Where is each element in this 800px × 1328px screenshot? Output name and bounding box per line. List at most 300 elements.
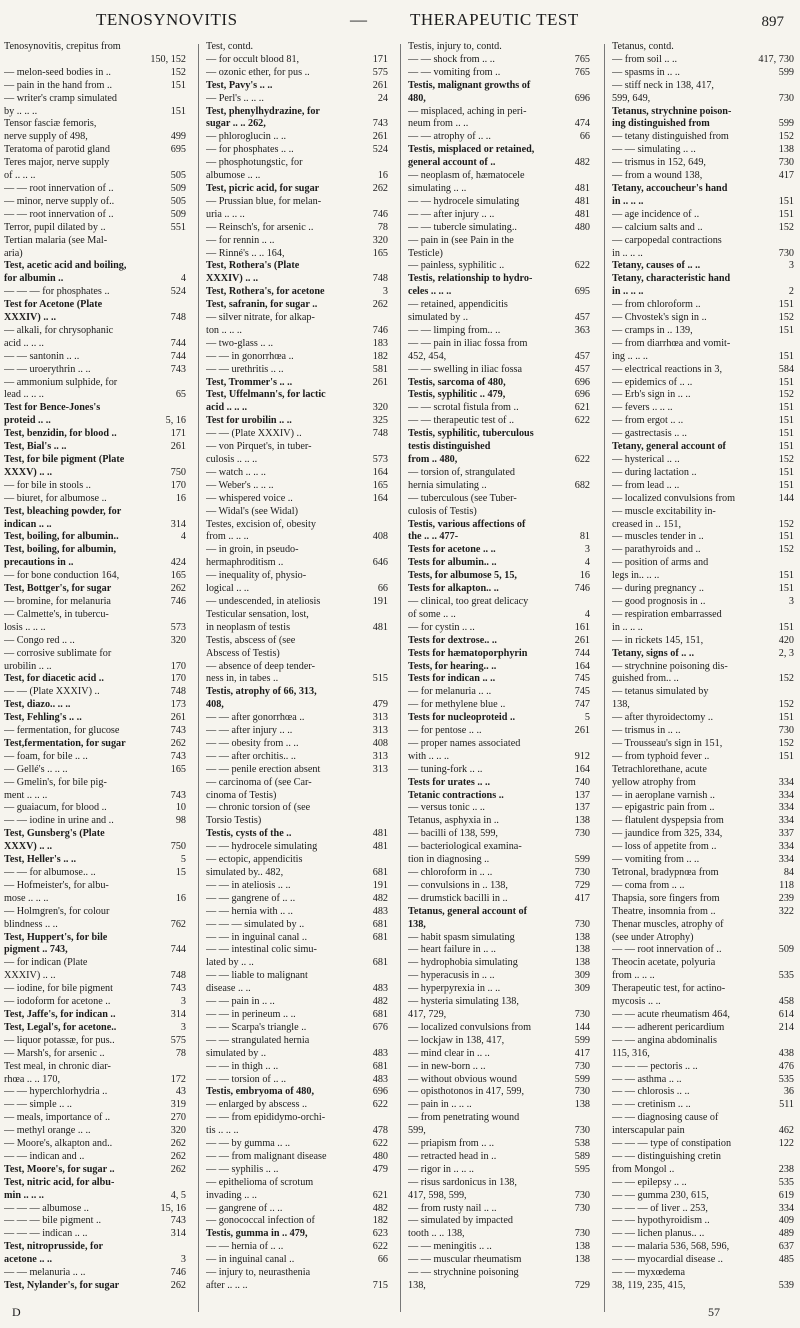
entry-page-ref: 730 — [574, 867, 590, 878]
entry-page-ref: 479 — [372, 1163, 388, 1175]
index-entry — [206, 661, 388, 674]
index-entry — [408, 648, 590, 661]
index-entry — [206, 183, 388, 196]
index-entry — [206, 802, 388, 815]
entry-text: acid .. .. .. — [4, 337, 44, 349]
index-entry — [612, 93, 794, 106]
index-entry — [4, 93, 186, 106]
entry-page-ref: 623 — [372, 1228, 388, 1240]
entry-page-ref: 261 — [372, 376, 388, 388]
entry-text: Tests, for albumose 5, 15, — [408, 570, 517, 582]
entry-text: albumose .. .. — [206, 170, 261, 182]
index-entry — [612, 519, 794, 532]
running-head-left: TENOSYNOVITIS — [96, 10, 238, 29]
index-entry — [4, 815, 186, 828]
entry-page-ref: 458 — [778, 996, 794, 1008]
entry-text: — — in inguinal canal .. — [206, 931, 308, 943]
entry-page-ref: 334 — [778, 841, 794, 853]
entry-page-ref: 320 — [372, 234, 388, 246]
entry-page-ref — [791, 235, 794, 248]
entry-page-ref: 696 — [574, 92, 590, 104]
index-entry — [206, 1228, 388, 1241]
entry-page-ref — [587, 170, 590, 183]
index-entry — [4, 570, 186, 583]
index-entry — [206, 118, 388, 131]
entry-page-ref: 151 — [778, 402, 794, 414]
index-entry — [4, 906, 186, 919]
entry-text: — tetany distinguished from — [612, 131, 729, 143]
index-entry — [206, 1138, 388, 1151]
entry-text: — — therapeutic test of .. — [408, 415, 515, 427]
entry-text: proteid .. .. — [4, 415, 51, 427]
entry-text: lated by .. .. — [206, 957, 254, 969]
entry-text: Tetany, general account of — [612, 441, 726, 453]
index-entry — [408, 841, 590, 854]
entry-page-ref: 479 — [372, 699, 388, 711]
entry-page-ref: 151 — [778, 415, 794, 427]
index-entry — [612, 1190, 794, 1203]
index-entry — [408, 686, 590, 699]
entry-page-ref: 676 — [372, 1021, 388, 1033]
index-entry — [612, 415, 794, 428]
entry-text: cinoma of Testis) — [206, 789, 277, 801]
entry-page-ref — [587, 596, 590, 609]
entry-page-ref: 509 — [170, 208, 186, 220]
entry-page-ref: 152 — [778, 699, 794, 711]
entry-page-ref: 730 — [574, 1189, 590, 1201]
index-entry — [612, 196, 794, 209]
entry-text: — Chvostek's sign in .. — [612, 312, 707, 324]
entry-text: — — myxœdema — [612, 1267, 685, 1279]
entry-text: — hysterical .. .. — [612, 454, 680, 465]
index-entry — [408, 596, 590, 609]
entry-text: celes .. .. .. — [408, 286, 452, 298]
index-entry — [408, 338, 590, 351]
entry-page-ref: 599 — [778, 66, 794, 78]
index-entry — [206, 454, 388, 467]
entry-text: — — atrophy of .. .. — [408, 131, 491, 143]
entry-page-ref: 3 — [180, 1254, 186, 1266]
entry-text: lead .. .. .. — [4, 389, 44, 401]
index-entry — [612, 286, 794, 299]
entry-text: Terror, pupil dilated by .. — [4, 221, 106, 233]
index-entry — [4, 506, 186, 519]
entry-text: — localized convulsions from — [612, 492, 736, 504]
index-entry — [408, 428, 590, 441]
index-entry — [4, 635, 186, 648]
index-entry — [408, 144, 590, 157]
index-entry — [4, 80, 186, 93]
entry-page-ref — [385, 1035, 388, 1048]
entry-page-ref — [587, 235, 590, 248]
entry-text: — — diagnosing cause of — [612, 1112, 719, 1124]
index-entry — [4, 673, 186, 686]
entry-text: — meals, importance of .. — [4, 1112, 111, 1124]
entry-text: hermaphroditism .. — [206, 557, 284, 569]
entry-page-ref: 138 — [778, 144, 794, 156]
entry-page-ref: 681 — [372, 957, 388, 969]
index-entry — [4, 1035, 186, 1048]
index-entry — [408, 906, 590, 919]
index-entry — [612, 583, 794, 596]
index-entry — [4, 970, 186, 983]
entry-text: Test, benzidin, for blood .. — [4, 428, 117, 440]
entry-text: Test, Pavy's .. .. — [206, 79, 273, 91]
entry-page-ref: 151 — [170, 105, 186, 117]
index-entry — [408, 157, 590, 170]
entry-page-ref: 152 — [778, 221, 794, 233]
index-entry — [4, 841, 186, 854]
entry-page-ref: 319 — [170, 1099, 186, 1111]
index-entry — [408, 893, 590, 906]
index-entry — [4, 106, 186, 119]
index-entry — [4, 118, 186, 131]
entry-text: — parathyroids and .. — [612, 544, 701, 556]
entry-text: Test, Nylander's, for sugar — [4, 1280, 120, 1291]
index-entry — [612, 1241, 794, 1254]
entry-page-ref: 191 — [372, 879, 388, 891]
entry-text: 480, — [408, 92, 426, 104]
entry-page-ref: 417 — [574, 1047, 590, 1059]
index-entry — [408, 661, 590, 674]
entry-page-ref: 462 — [778, 1125, 794, 1137]
entry-text: Test, safranin, for sugar .. — [206, 299, 318, 311]
entry-text: ton .. .. .. — [206, 324, 242, 336]
index-entry — [408, 635, 590, 648]
entry-text: — muscles tender in .. — [612, 531, 704, 543]
entry-page-ref: 730 — [574, 1086, 590, 1098]
entry-text: — phloroglucin .. .. — [206, 131, 287, 143]
entry-page-ref — [385, 635, 388, 648]
entry-text: — foam, for bile .. .. — [4, 750, 88, 762]
entry-text: — — angina abdominalis — [612, 1034, 717, 1046]
entry-text: — — swelling in iliac fossa — [408, 363, 523, 375]
entry-page-ref: 748 — [170, 970, 186, 982]
entry-page-ref — [587, 1215, 590, 1228]
entry-text: — ammonium sulphide, for — [4, 376, 118, 388]
entry-page-ref — [587, 506, 590, 519]
entry-page-ref — [791, 41, 794, 54]
index-entry — [206, 893, 388, 906]
index-entry — [612, 402, 794, 415]
index-entry — [4, 235, 186, 248]
entry-page-ref: 320 — [170, 634, 186, 646]
entry-text: — from soil .. .. — [612, 53, 678, 65]
index-entry — [612, 1125, 794, 1138]
entry-page-ref: 695 — [170, 144, 186, 156]
entry-page-ref: 138 — [574, 1099, 590, 1111]
entry-text: — — cretinism .. .. — [612, 1099, 691, 1111]
entry-page-ref: 320 — [372, 402, 388, 414]
index-entry — [612, 170, 794, 183]
entry-page-ref: 748 — [372, 273, 388, 285]
entry-text: — — after injury .. .. — [206, 725, 293, 737]
entry-page-ref: 151 — [778, 621, 794, 633]
entry-text: Tests for albumin.. .. — [408, 557, 497, 569]
entry-text: — — urethritis .. .. — [206, 363, 284, 375]
index-entry — [408, 1190, 590, 1203]
entry-text: min .. .. .. — [4, 1189, 44, 1201]
index-entry — [4, 377, 186, 390]
entry-page-ref: 24 — [377, 92, 388, 104]
entry-text: XXXV) .. .. — [4, 466, 53, 478]
entry-text: pigment .. 743, — [4, 944, 68, 956]
entry-text: — coma from .. .. — [612, 879, 685, 891]
entry-text: — simulated by impacted — [408, 1215, 513, 1227]
index-entry — [408, 106, 590, 119]
entry-text: — silver nitrate, for alkap- — [206, 312, 315, 324]
entry-text: — torsion of, strangulated — [408, 466, 515, 478]
entry-text: Theatre, insomnia from .. — [612, 905, 716, 917]
index-entry — [4, 1099, 186, 1112]
entry-text: — two-glass .. .. — [206, 337, 274, 349]
entry-text: — — gumma 230, 615, — [612, 1189, 709, 1201]
index-entry — [4, 996, 186, 1009]
index-entry — [612, 1035, 794, 1048]
entry-text: — trismus in 152, 649, — [612, 157, 706, 169]
entry-page-ref: 730 — [778, 247, 794, 259]
index-entry — [4, 209, 186, 222]
entry-page-ref — [183, 299, 186, 312]
index-entry — [408, 583, 590, 596]
index-entry — [206, 932, 388, 945]
entry-text: — hydrophobia simulating — [408, 957, 518, 969]
entry-text: Test, boiling, for albumin, — [4, 544, 117, 556]
index-entry — [408, 351, 590, 364]
entry-text: Test, Jaffe's, for indican .. — [4, 1008, 116, 1020]
entry-text: Tetany, signs of .. .. — [612, 647, 694, 659]
entry-text: — chloroform in .. .. — [408, 867, 493, 878]
entry-text: Tests for acetone .. .. — [408, 544, 496, 556]
entry-text: Test, nitroprusside, for — [4, 1241, 104, 1253]
index-entry — [408, 777, 590, 790]
index-entry — [4, 1254, 186, 1267]
entry-page-ref: 746 — [372, 324, 388, 336]
index-entry — [206, 1254, 388, 1267]
entry-page-ref: 309 — [574, 983, 590, 995]
entry-page-ref — [183, 157, 186, 170]
entry-page-ref: 696 — [574, 376, 590, 388]
entry-page-ref: 499 — [170, 131, 186, 143]
entry-page-ref: 4 — [180, 273, 186, 285]
entry-text: Testis, cysts of the .. — [206, 828, 292, 840]
entry-text: Tetanus, general account of — [408, 905, 528, 917]
entry-page-ref: 681 — [372, 1060, 388, 1072]
index-entry — [206, 351, 388, 364]
entry-page-ref: 424 — [170, 557, 186, 569]
entry-text: guished from.. .. — [612, 673, 679, 685]
entry-page-ref — [587, 841, 590, 854]
entry-text: mycosis .. .. — [612, 996, 661, 1008]
entry-text: sugar .. .. 262, — [206, 118, 266, 130]
entry-page-ref — [587, 1177, 590, 1190]
index-entry — [612, 312, 794, 325]
index-entry — [408, 764, 590, 777]
index-entry — [206, 299, 388, 312]
entry-text: — epithelioma of scrotum — [206, 1176, 314, 1188]
entry-text: — — in perineum .. .. — [206, 1008, 296, 1020]
entry-page-ref: 581 — [372, 363, 388, 375]
entry-text: Test, diazo.. .. .. — [4, 699, 71, 711]
entry-text: Tetanus, strychnine poison- — [612, 105, 732, 117]
index-entry — [408, 557, 590, 570]
index-entry — [408, 260, 590, 273]
entry-text: — — chlorosis .. .. — [612, 1086, 690, 1098]
entry-page-ref: 750 — [170, 841, 186, 853]
index-entry — [408, 970, 590, 983]
entry-text: — from a wound 138, — [612, 170, 703, 182]
index-entry — [4, 622, 186, 635]
entry-text: — — torsion of .. .. — [206, 1073, 287, 1085]
entry-page-ref: 4 — [584, 608, 590, 620]
index-entry — [612, 867, 794, 880]
index-entry — [408, 673, 590, 686]
entry-text: — — strangulated hernia — [206, 1034, 310, 1046]
index-entry — [206, 1048, 388, 1061]
entry-page-ref: 164 — [372, 466, 388, 478]
entry-text: — enlarged by abscess .. — [206, 1099, 308, 1111]
entry-page-ref: 511 — [779, 1099, 794, 1111]
entry-page-ref: 481 — [574, 208, 590, 220]
entry-text: — — in gonorrhœa .. — [206, 350, 294, 362]
entry-page-ref: 170 — [170, 660, 186, 672]
entry-text: Test, Gunsberg's (Plate — [4, 828, 105, 840]
entry-text: — — Scarpa's triangle .. — [206, 1021, 307, 1033]
index-entry — [4, 402, 186, 415]
entry-text: Test, Rothera's, for acetone — [206, 286, 325, 298]
entry-text: — opisthotonos in 417, 599, — [408, 1086, 525, 1098]
entry-page-ref: 36 — [783, 1086, 794, 1098]
entry-text: — — strychnine poisoning — [408, 1267, 519, 1279]
entry-page-ref — [183, 932, 186, 945]
index-entry — [206, 222, 388, 235]
entry-page-ref — [791, 661, 794, 674]
entry-page-ref: 417 — [778, 170, 794, 182]
entry-text: — — lichen planus.. .. — [612, 1228, 705, 1240]
entry-page-ref — [385, 777, 388, 790]
entry-page-ref: 151 — [778, 479, 794, 491]
index-entry — [612, 506, 794, 519]
index-entry — [206, 764, 388, 777]
entry-page-ref: 314 — [170, 1228, 186, 1240]
index-entry — [4, 648, 186, 661]
entry-text: — Congo red .. .. — [4, 634, 75, 646]
index-entry — [408, 932, 590, 945]
entry-page-ref: 262 — [170, 1150, 186, 1162]
entry-text: nerve supply of 498, — [4, 131, 88, 143]
index-entry — [4, 1151, 186, 1164]
entry-page-ref — [183, 402, 186, 415]
index-entry — [408, 854, 590, 867]
index-entry — [206, 480, 388, 493]
entry-text: — strychnine poisoning dis- — [612, 660, 728, 672]
index-entry — [206, 519, 388, 532]
entry-text: — priapism from .. .. — [408, 1138, 495, 1150]
entry-text: in .. .. .. — [612, 286, 644, 298]
entry-page-ref: 682 — [574, 479, 590, 491]
index-entry — [408, 1151, 590, 1164]
entry-page-ref: 420 — [778, 634, 794, 646]
entry-text: from .. .. .. — [612, 970, 655, 982]
index-entry — [408, 1254, 590, 1267]
entry-page-ref — [385, 519, 388, 532]
entry-page-ref: 313 — [372, 750, 388, 762]
entry-page-ref: 262 — [170, 1280, 186, 1291]
entry-page-ref: 5, 16 — [165, 415, 186, 427]
index-entry — [612, 777, 794, 790]
entry-text: — gonococcal infection of — [206, 1215, 315, 1227]
index-entry — [206, 699, 388, 712]
entry-page-ref: 765 — [574, 66, 590, 78]
entry-text: Tetrachlorethane, acute — [612, 763, 707, 775]
entry-page-ref — [587, 738, 590, 751]
entry-text: — — melanuria .. .. — [4, 1267, 86, 1279]
entry-page-ref: 170 — [170, 673, 186, 685]
entry-text: — misplaced, aching in peri- — [408, 105, 527, 117]
entry-page-ref: 262 — [170, 1138, 186, 1150]
entry-text: — bromine, for melanuria — [4, 595, 111, 607]
entry-page-ref — [183, 648, 186, 661]
entry-page-ref: 151 — [778, 324, 794, 336]
index-entry — [612, 1228, 794, 1241]
entry-page-ref: 476 — [778, 1060, 794, 1072]
column-rule — [400, 44, 401, 1312]
entry-page-ref: 152 — [778, 518, 794, 530]
index-entry — [408, 867, 590, 880]
index-entry — [612, 944, 794, 957]
index-entry — [4, 880, 186, 893]
entry-page-ref: 151 — [778, 428, 794, 440]
entry-text: — pain in (see Pain in the — [408, 234, 514, 246]
entry-page-ref — [183, 1061, 186, 1074]
entry-text: by .. .. .. — [4, 105, 38, 117]
index-entry — [408, 815, 590, 828]
entry-page-ref: 505 — [170, 195, 186, 207]
entry-text: — — penile erection absent — [206, 763, 321, 775]
entry-page-ref: 334 — [778, 776, 794, 788]
entry-page-ref: 681 — [372, 918, 388, 930]
entry-text: — — tubercle simulating.. — [408, 221, 517, 233]
entry-page-ref: 912 — [574, 750, 590, 762]
entry-page-ref — [587, 248, 590, 261]
index-entry — [612, 338, 794, 351]
entry-text: — age incidence of .. — [612, 208, 700, 220]
entry-page-ref — [183, 454, 186, 467]
entry-page-ref: 214 — [778, 1021, 794, 1033]
index-entry — [612, 996, 794, 1009]
index-entry — [612, 970, 794, 983]
entry-page-ref — [587, 1112, 590, 1125]
entry-text: Testis, misplaced or retained, — [408, 144, 535, 156]
entry-text: — — myocardial disease .. — [612, 1254, 723, 1266]
entry-page-ref: 16 — [175, 492, 186, 504]
entry-page-ref: 505 — [170, 170, 186, 182]
index-entry — [612, 983, 794, 996]
entry-page-ref: 3 — [180, 996, 186, 1008]
entry-page-ref: 151 — [778, 583, 794, 595]
entry-text: Testis, atrophy of 66, 313, — [206, 686, 317, 698]
index-entry — [612, 841, 794, 854]
entry-page-ref: 15, 16 — [160, 1202, 186, 1214]
entry-text: — from rusty nail .. .. — [408, 1202, 497, 1214]
entry-page-ref: 743 — [170, 750, 186, 762]
entry-text: Testis, embryoma of 480, — [206, 1086, 314, 1098]
entry-text: — Perl's .. .. .. — [206, 92, 264, 104]
entry-text: Test meal, in chronic diar- — [4, 1060, 111, 1072]
index-entry — [612, 493, 794, 506]
entry-text: — calcium salts and .. — [612, 221, 703, 233]
entry-text: Tetany, characteristic hand — [612, 273, 731, 285]
